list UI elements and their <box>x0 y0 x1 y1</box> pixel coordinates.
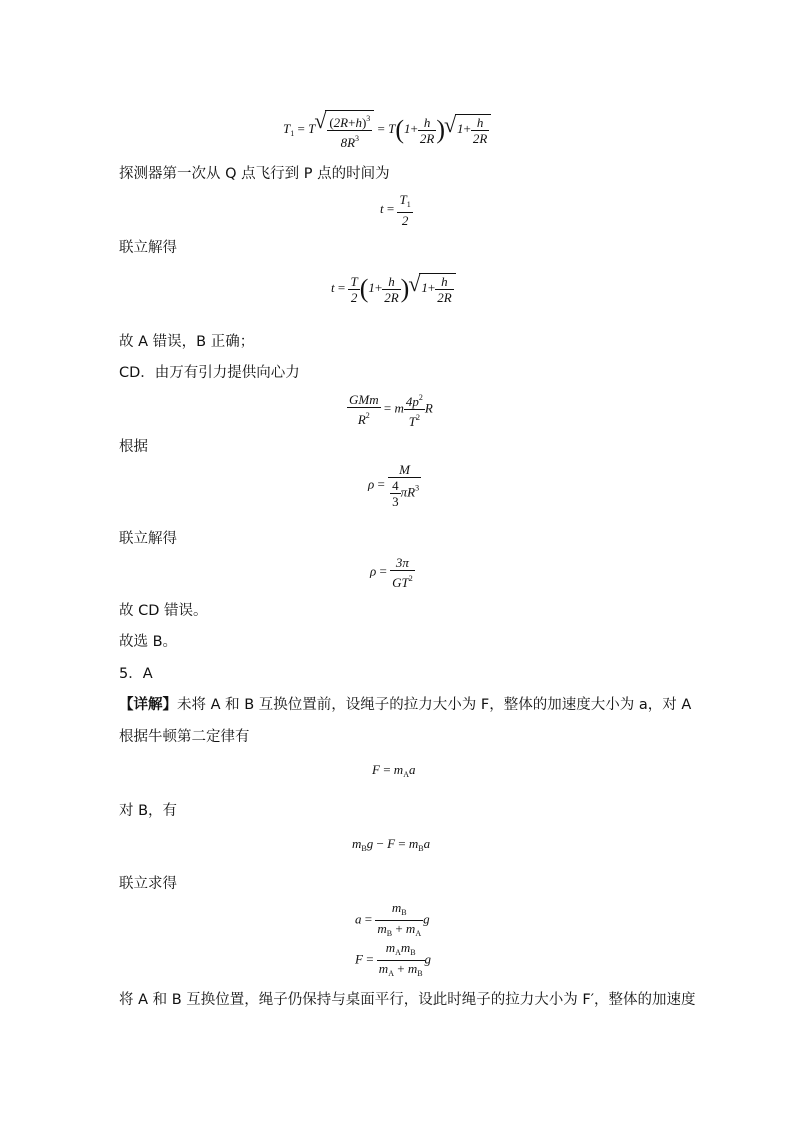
text-genju: 根据 <box>119 439 148 455</box>
text-question-5: 5．A <box>119 666 153 682</box>
text-conclusion-ab: 故 A 错误，B 正确； <box>119 334 255 350</box>
detail-tag: 【详解】 <box>119 697 177 713</box>
text-t1-line: 探测器第一次从 Q 点飞行到 P 点的时间为 <box>119 166 390 182</box>
equation-gravity: $\frac{\text{GMm}}{R^2}$ = m $\frac{4p^2}{T^2}$ R <box>349 392 433 429</box>
text-newton-law: 根据牛顿第二定律有 <box>119 729 250 745</box>
text-swap-paragraph: 将 A 和 B 互换位置，绳子仍保持与桌面平行，设此时绳子的拉力大小为 F′，整体的加速度 <box>119 992 696 1008</box>
text-cd-intro: CD．由万有引力提供向心力 <box>119 365 300 381</box>
equation-b-motion: $m_Bg - F = m_Ba$ <box>352 836 431 853</box>
equation-tension: F = $\frac{m_Am_B}{m_A + m_B}$ g <box>355 940 432 978</box>
detail-text: 未将 A 和 B 互换位置前，设绳子的拉力大小为 F，整体的加速度大小为 a，对 A <box>177 697 692 713</box>
text-lianli-3: 联立求得 <box>119 876 177 892</box>
text-detail-paragraph <box>119 695 691 715</box>
equation-t-result: t = $\frac{T}{2}$ (1+ $\frac{h}{2R}$ )√ 1+ $\frac{h}{2R}$ <box>331 273 456 305</box>
text-select-b: 故选 B。 <box>119 634 178 650</box>
text-for-b: 对 B，有 <box>119 803 178 819</box>
equation-density-def: ρ = M $\frac{4}{3}$ $\pi R^3$ <box>368 462 420 509</box>
equation-t-half: t = $\frac{T_1}{2}$ <box>380 192 411 228</box>
equation-acceleration: a = $\frac{m_B}{m_B + m_A}$ g <box>355 900 430 938</box>
equation-density-result: ρ = $\frac{3\pi}{GT^2}$ <box>370 555 413 590</box>
equation-f-ma: $F = m_Aa$ <box>372 762 416 779</box>
text-conclusion-cd: 故 CD 错误。 <box>119 603 208 619</box>
text-lianli-1: 联立解得 <box>119 240 177 256</box>
equation-period-t1: $T_1 = T$ √ $\frac{(2R+h)^3}{8R^3}$ = T(1+ $\frac{h}{2R}$ )√ 1+ $\frac{h}{2R}$ <box>283 110 491 150</box>
text-lianli-2: 联立解得 <box>119 531 177 547</box>
